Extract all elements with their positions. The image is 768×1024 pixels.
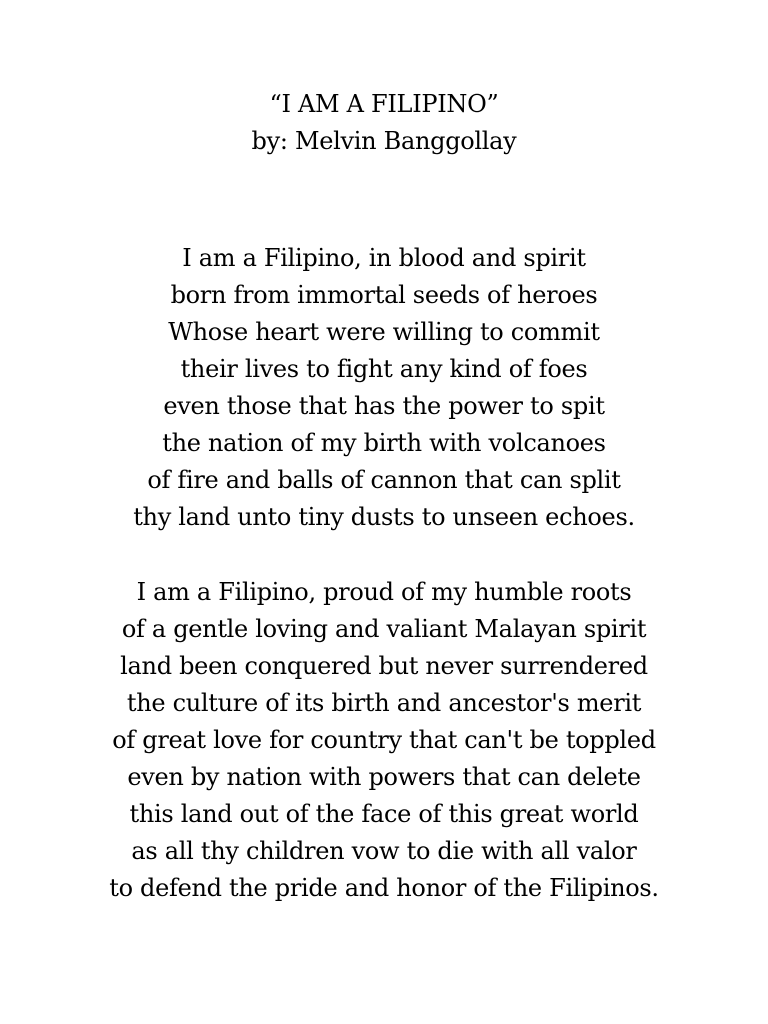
poem-line: I am a Filipino, in blood and spirit (182, 244, 586, 272)
poem-line: of fire and balls of cannon that can split (147, 466, 621, 494)
poem-line: even those that has the power to spit (163, 392, 605, 420)
poem-line: born from immortal seeds of heroes (170, 281, 598, 309)
poem-author: by: Melvin Banggollay (251, 127, 517, 155)
poem-line: of great love for country that can't be toppled (112, 726, 656, 754)
poem-stanza-1 (0, 240, 768, 536)
poem-line: land been conquered but never surrendered (120, 652, 648, 680)
poem-line: even by nation with powers that can delete (127, 763, 641, 791)
poem-header (0, 86, 768, 160)
poem-line: this land out of the face of this great world (129, 800, 639, 828)
poem-stanza-2 (0, 574, 768, 907)
poem-title: “I AM A FILIPINO” (269, 90, 499, 118)
poem-line: I am a Filipino, proud of my humble roots (136, 578, 632, 606)
poem-line: the nation of my birth with volcanoes (162, 429, 606, 457)
poem-line: thy land unto tiny dusts to unseen echoes. (133, 503, 635, 531)
poem-line: of a gentle loving and valiant Malayan spirit (121, 615, 647, 643)
poem-line: to defend the pride and honor of the Filipinos. (109, 874, 659, 902)
poem-line: Whose heart were willing to commit (168, 318, 600, 346)
poem-line: the culture of its birth and ancestor's merit (126, 689, 642, 717)
poem-line: as all thy children vow to die with all valor (131, 837, 637, 865)
poem-line: their lives to fight any kind of foes (180, 355, 588, 383)
